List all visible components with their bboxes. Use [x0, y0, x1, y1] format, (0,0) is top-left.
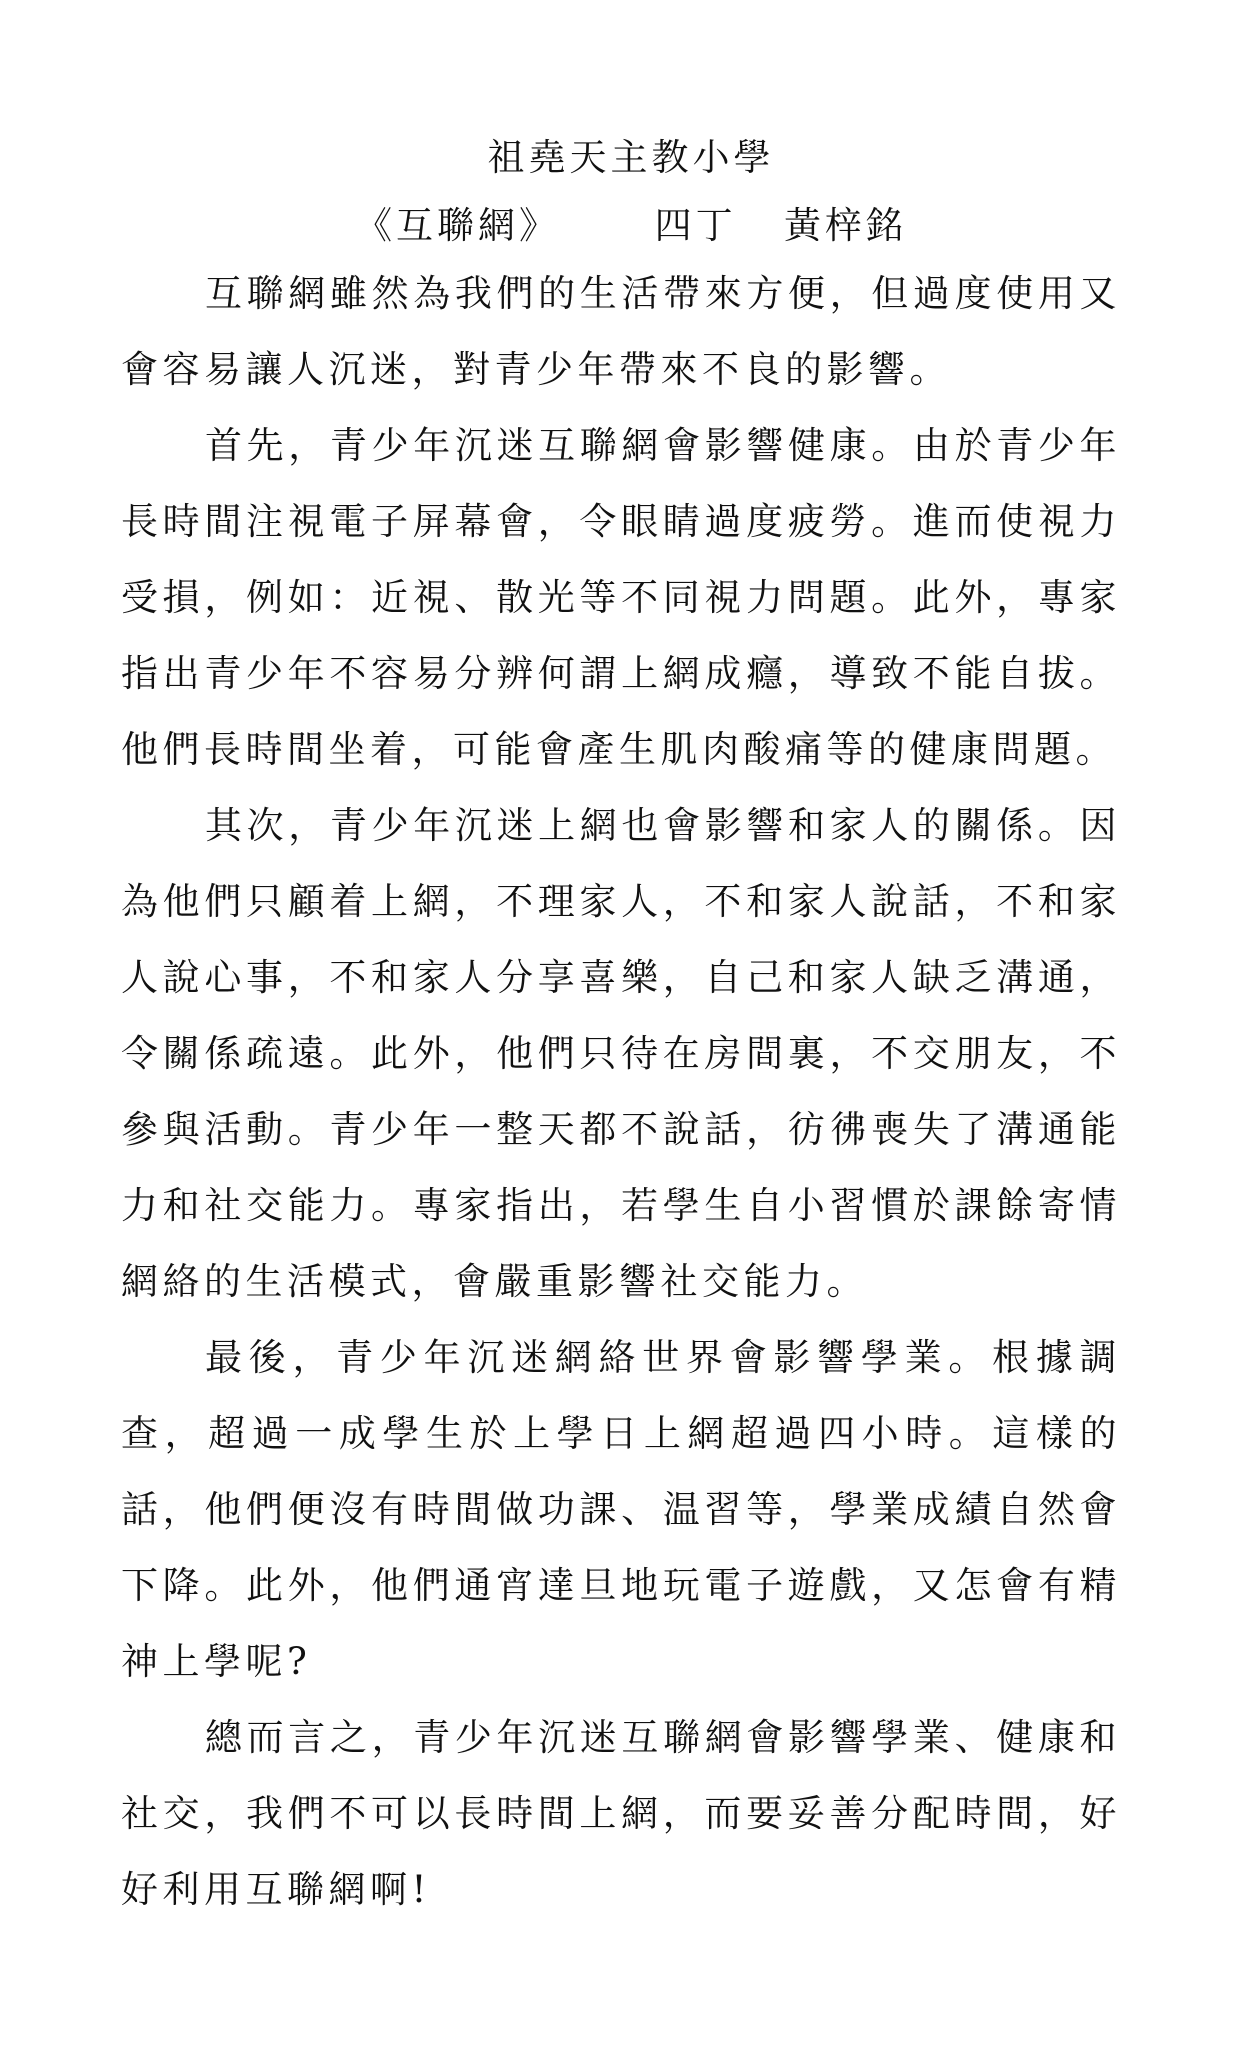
essay-page: [121, 128, 1121, 1928]
paragraph-health: 首先，青少年沉迷互聯網會影響健康。由於青少年長時間注視電子屏幕會，令眼睛過度疲勞。進而使視力受損，例如：近視、散光等不同視力問題。此外，專家指出青少年不容易分辨何謂上網成癮，導致不能自拔。他們長時間坐着，可能會產生肌肉酸痛等的健康問題。: [121, 424, 1121, 771]
school-name: 祖堯天主教小學: [487, 136, 775, 179]
essay-title: 《互聯網》: [355, 204, 561, 247]
heading-spacer-1: [560, 204, 655, 247]
paragraph-intro: 互聯網雖然為我們的生活帶來方便，但過度使用又會容易讓人沉迷，對青少年帶來不良的影響。: [121, 272, 1121, 391]
paragraph-conclusion: 總而言之，青少年沉迷互聯網會影響學業、健康和社交，我們不可以長時間上網，而要妥善分配時間，好好利用互聯網啊!: [121, 1716, 1121, 1911]
paragraph-study: 最後，青少年沉迷網絡世界會影響學業。根據調查，超過一成學生於上學日上網超過四小時。這樣的話，他們便沒有時間做功課、温習等，學業成績自然會下降。此外，他們通宵達旦地玩電子遊戲，又怎會有精神上學呢?: [121, 1336, 1121, 1683]
heading-spacer-2: [737, 204, 784, 247]
essay-heading: [121, 196, 1121, 256]
paragraph-family: 其次，青少年沉迷上網也會影響和家人的關係。因為他們只顧着上網，不理家人，不和家人說話，不和家人說心事，不和家人分享喜樂，自己和家人缺乏溝通，令關係疏遠。此外，他們只待在房間裏，不交朋友，不參與活動。青少年一整天都不說話，彷彿喪失了溝通能力和社交能力。專家指出，若學生自小習慣於課餘寄情網絡的生活模式，會嚴重影響社交能力。: [121, 804, 1121, 1303]
class-label: 四丁: [654, 204, 737, 247]
author-name: 黃梓銘: [783, 204, 907, 247]
